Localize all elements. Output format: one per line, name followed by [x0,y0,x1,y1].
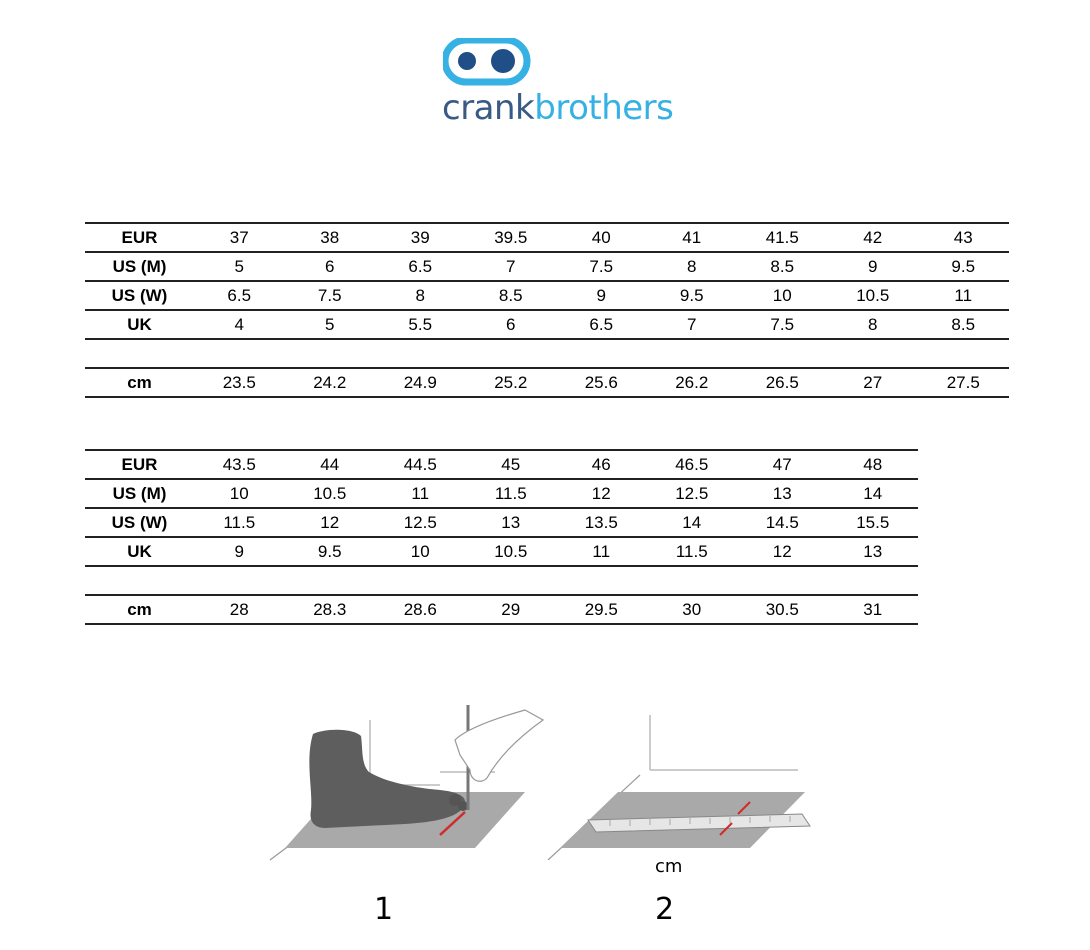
size-cell: 11.5 [194,508,285,537]
size-cell: 9 [828,252,919,281]
logo-word-brothers: brothers [534,88,674,128]
row-label: UK [85,310,194,339]
size-cell: 7.5 [285,281,376,310]
size-cell: 13 [737,479,828,508]
size-row-uk [85,310,1009,339]
size-row-eur [85,223,1009,252]
step-1-caption: 1 [374,892,394,927]
size-cell: 9 [556,281,647,310]
size-table-2 [85,449,918,625]
size-cell [647,566,738,595]
size-cell: 29.5 [556,595,647,624]
size-cell [466,566,557,595]
size-cell: 7.5 [737,310,828,339]
size-cell: 31 [828,595,919,624]
size-cell: 10 [375,537,466,566]
size-cell: 14 [647,508,738,537]
size-cell: 10.5 [828,281,919,310]
size-cell: 46.5 [647,450,738,479]
size-cell: 9.5 [285,537,376,566]
size-cell: 12 [737,537,828,566]
logo-wordmark [442,88,673,128]
size-cell: 12.5 [375,508,466,537]
row-label: cm [85,595,194,624]
size-cell: 8.5 [918,310,1009,339]
foot-measure-illustration [265,700,555,870]
size-row-us-m [85,479,918,508]
size-cell: 5 [285,310,376,339]
size-cell: 13 [466,508,557,537]
size-cell: 38 [285,223,376,252]
size-cell: 11.5 [647,537,738,566]
ruler-unit-label: cm [655,856,683,877]
size-cell: 43.5 [194,450,285,479]
size-cell: 7 [466,252,557,281]
size-cell: 8 [647,252,738,281]
size-cell: 10.5 [285,479,376,508]
size-cell [285,339,376,368]
size-row-uk [85,537,918,566]
size-cell: 30.5 [737,595,828,624]
size-cell [556,566,647,595]
size-cell [375,566,466,595]
size-cell: 39 [375,223,466,252]
size-row-eur [85,450,918,479]
size-cell: 11 [556,537,647,566]
logo-word-crank: crank [442,88,535,128]
size-cell: 12 [556,479,647,508]
size-cell: 42 [828,223,919,252]
size-cell: 37 [194,223,285,252]
size-cell: 6 [285,252,376,281]
size-cell: 13 [828,537,919,566]
size-cell [737,566,828,595]
size-cell: 6 [466,310,557,339]
size-cell [647,339,738,368]
size-cell: 6.5 [375,252,466,281]
size-cell: 14.5 [737,508,828,537]
size-cell: 41 [647,223,738,252]
size-row-spacer [85,566,918,595]
size-row-cm [85,368,1009,397]
size-row-spacer [85,339,1009,368]
size-cell: 6.5 [194,281,285,310]
size-table-1 [85,222,1009,398]
row-label: US (M) [85,252,194,281]
row-label [85,339,194,368]
size-cell: 40 [556,223,647,252]
size-cell [375,339,466,368]
size-cell: 46 [556,450,647,479]
size-cell: 29 [466,595,557,624]
size-cell: 11.5 [466,479,557,508]
row-label: US (W) [85,508,194,537]
size-cell: 12.5 [647,479,738,508]
size-cell: 25.6 [556,368,647,397]
size-cell: 15.5 [828,508,919,537]
row-label: US (M) [85,479,194,508]
size-cell: 44.5 [375,450,466,479]
size-row-us-w [85,508,918,537]
row-label [85,566,194,595]
size-cell: 48 [828,450,919,479]
ruler-measure-illustration [540,710,820,860]
size-cell: 5 [194,252,285,281]
size-cell: 26.2 [647,368,738,397]
size-cell: 11 [918,281,1009,310]
size-cell: 10 [737,281,828,310]
size-cell [466,339,557,368]
size-cell: 27.5 [918,368,1009,397]
size-cell [828,566,919,595]
size-cell: 28 [194,595,285,624]
size-cell: 28.6 [375,595,466,624]
size-cell: 44 [285,450,376,479]
size-cell: 13.5 [556,508,647,537]
size-row-us-w [85,281,1009,310]
size-row-us-m [85,252,1009,281]
row-label: EUR [85,223,194,252]
size-cell: 30 [647,595,738,624]
size-cell [285,566,376,595]
size-cell: 8.5 [466,281,557,310]
size-cell: 9.5 [918,252,1009,281]
size-cell [556,339,647,368]
row-label: UK [85,537,194,566]
crankbrothers-logo [440,38,674,128]
size-cell: 27 [828,368,919,397]
size-cell: 9.5 [647,281,738,310]
row-label: EUR [85,450,194,479]
size-cell: 14 [828,479,919,508]
size-cell [918,339,1009,368]
size-cell: 41.5 [737,223,828,252]
logo-mark-icon [443,38,533,86]
size-cell: 47 [737,450,828,479]
size-cell [828,339,919,368]
size-cell: 25.2 [466,368,557,397]
size-cell: 7 [647,310,738,339]
step-2-caption: 2 [655,892,675,927]
size-cell: 9 [194,537,285,566]
size-cell: 28.3 [285,595,376,624]
size-cell: 4 [194,310,285,339]
size-cell [737,339,828,368]
size-cell: 12 [285,508,376,537]
size-cell: 7.5 [556,252,647,281]
size-cell: 10 [194,479,285,508]
size-cell: 24.9 [375,368,466,397]
size-cell: 39.5 [466,223,557,252]
size-cell: 8 [828,310,919,339]
size-cell: 24.2 [285,368,376,397]
size-cell [194,566,285,595]
row-label: cm [85,368,194,397]
size-row-cm [85,595,918,624]
size-cell: 8 [375,281,466,310]
size-cell: 6.5 [556,310,647,339]
size-cell: 5.5 [375,310,466,339]
size-cell: 26.5 [737,368,828,397]
size-cell: 45 [466,450,557,479]
size-cell: 11 [375,479,466,508]
size-cell: 43 [918,223,1009,252]
size-cell: 23.5 [194,368,285,397]
size-cell: 8.5 [737,252,828,281]
row-label: US (W) [85,281,194,310]
size-cell: 10.5 [466,537,557,566]
size-cell [194,339,285,368]
